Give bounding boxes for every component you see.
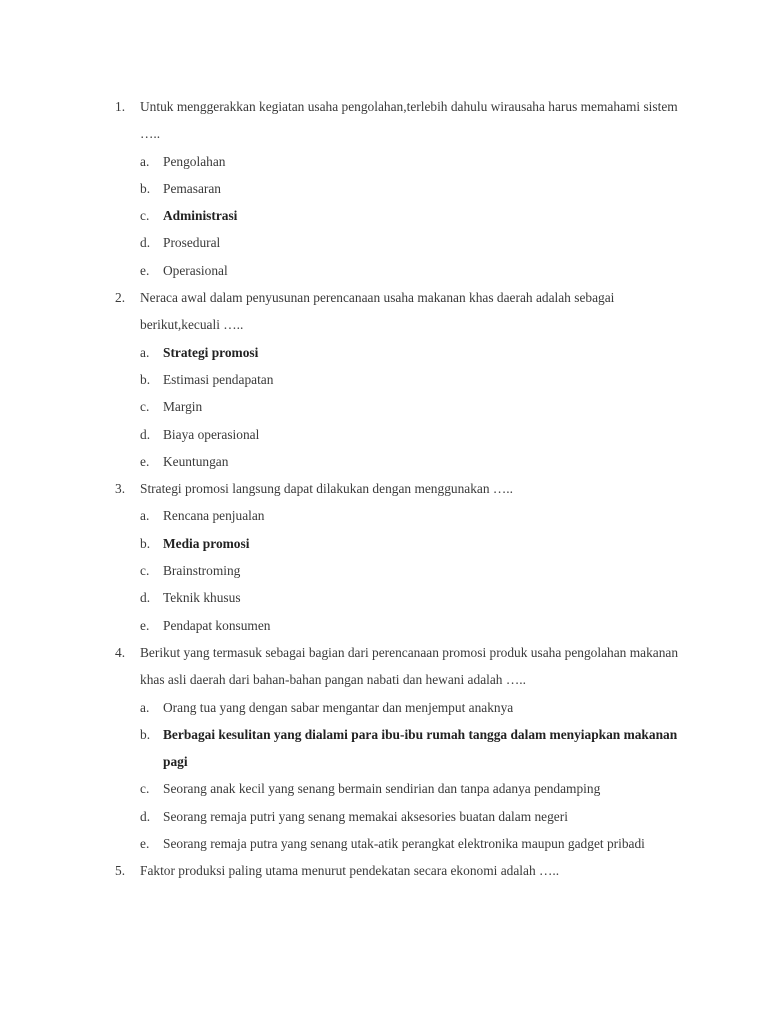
answer-option [115,448,685,475]
option-letter: c. [140,563,150,579]
option-letter: a. [140,699,150,715]
option-text: Brainstroming [163,563,241,579]
option-text: Keuntungan [163,453,229,469]
answer-option [115,175,685,202]
question-text: Strategi promosi langsung dapat dilakukan dengan menggunakan ….. [140,481,513,497]
option-text: Berbagai kesulitan yang dialami para ibu-ibu rumah tangga dalam menyiapkan makanan pagi [163,726,678,770]
option-text: Teknik khusus [163,590,241,606]
option-text: Pendapat konsumen [163,617,271,633]
question-number: 4. [115,644,126,660]
option-text: Seorang remaja putra yang senang utak-atik perangkat elektronika maupun gadget pribadi [163,836,645,852]
question-item [115,93,685,284]
option-text: Strategi promosi [163,344,259,360]
option-letter: d. [140,235,151,251]
option-list [115,694,685,858]
question-text: Faktor produksi paling utama menurut pendekatan secara ekonomi adalah ….. [140,863,560,879]
question-number: 2. [115,290,126,306]
question-item [115,284,685,475]
option-letter: b. [140,371,151,387]
option-letter: d. [140,590,151,606]
option-letter: b. [140,535,151,551]
correct-answer-option [115,721,685,776]
answer-option [115,584,685,611]
option-letter: b. [140,726,151,742]
answer-option [115,830,685,857]
option-list [115,148,685,284]
option-text: Rencana penjualan [163,508,265,524]
option-letter: d. [140,426,151,442]
option-letter: c. [140,208,150,224]
correct-answer-option [115,530,685,557]
option-text: Margin [163,399,203,415]
option-text: Biaya operasional [163,426,260,442]
option-letter: a. [140,344,150,360]
option-text: Pengolahan [163,153,226,169]
answer-option [115,612,685,639]
option-letter: c. [140,781,150,797]
answer-option [115,229,685,256]
answer-option [115,366,685,393]
question-item [115,475,685,639]
option-letter: e. [140,617,150,633]
option-list [115,502,685,638]
question-list [115,93,685,885]
question-number: 3. [115,481,126,497]
option-letter: a. [140,508,150,524]
option-text: Administrasi [163,208,238,224]
option-letter: c. [140,399,150,415]
answer-option [115,694,685,721]
option-text: Seorang remaja putri yang senang memakai aksesories buatan dalam negeri [163,808,568,824]
question-item [115,639,685,857]
option-letter: e. [140,836,150,852]
option-letter: d. [140,808,151,824]
answer-option [115,557,685,584]
option-text: Prosedural [163,235,221,251]
option-text: Estimasi pendapatan [163,371,274,387]
option-text: Orang tua yang dengan sabar mengantar dan menjemput anaknya [163,699,514,715]
answer-option [115,148,685,175]
question-text: Untuk menggerakkan kegiatan usaha pengolahan,terlebih dahulu wirausaha harus memahami sistem ….. [140,99,678,142]
answer-option [115,393,685,420]
option-letter: e. [140,262,150,278]
answer-option [115,775,685,802]
answer-option [115,257,685,284]
answer-option [115,502,685,529]
option-text: Pemasaran [163,180,222,196]
question-number: 1. [115,99,126,114]
option-letter: a. [140,153,150,169]
option-text: Seorang anak kecil yang senang bermain sendirian dan tanpa adanya pendamping [163,781,601,797]
option-letter: b. [140,180,151,196]
option-list [115,339,685,475]
question-number: 5. [115,863,126,879]
answer-option [115,421,685,448]
option-letter: e. [140,453,150,469]
option-text: Media promosi [163,535,250,551]
option-text: Operasional [163,262,228,278]
question-text: Neraca awal dalam penyusunan perencanaan usaha makanan khas daerah adalah sebagai berikut,kecuali ….. [140,290,615,333]
question-text: Berikut yang termasuk sebagai bagian dari perencanaan promosi produk usaha pengolahan makanan khas asli daerah dari bahan-bahan pangan nabati dan hewani adalah ….. [140,644,679,688]
answer-option [115,803,685,830]
correct-answer-option [115,339,685,366]
correct-answer-option [115,202,685,229]
question-item [115,857,685,884]
